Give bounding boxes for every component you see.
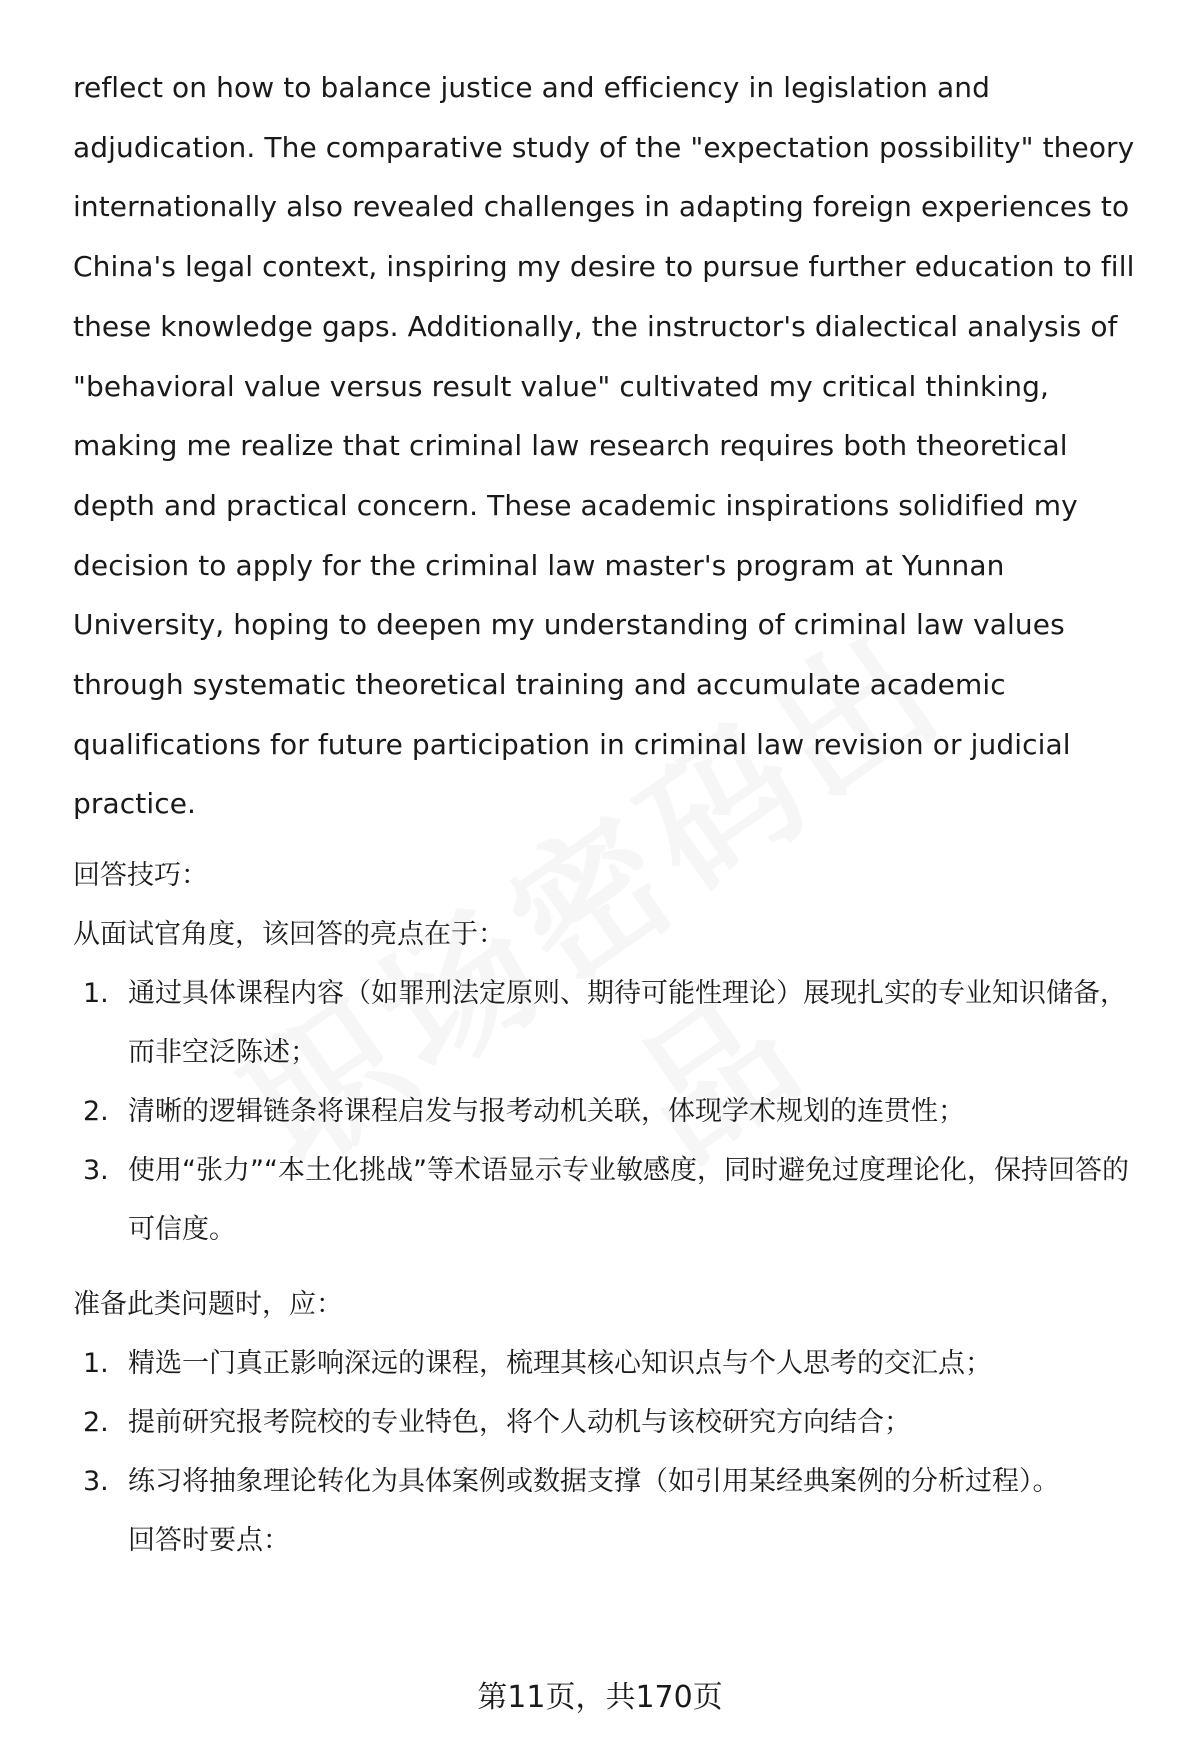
list-number: 3. [83, 1466, 109, 1498]
body-paragraph: reflect on how to balance justice and efficiency in legislation and adjudication. The comparative study of the "expectation possibility" theory internationally also revealed challenges in adapting foreign experiences to China's legal context, inspiring my desire to pursue further education to fill these knowledge gaps. Additionally, the instructor's dialectical analysis of "behavioral value versus result value" cultivated my critical thinking, making me realize that criminal law research requires both theoretical depth and practical concern. These academic inspirations solidified my decision to apply for the criminal law master's program at Yunnan University, hoping to deepen my understanding of criminal law values through systematic theoretical training and accumulate academic qualifications for future participation in criminal law revision or judicial practice. [73, 71, 1135, 821]
list-item [73, 1141, 1153, 1259]
list-number: 1. [83, 978, 109, 1010]
prep-list [73, 1334, 1153, 1511]
list-number: 2. [83, 1407, 109, 1439]
list-item-text: 练习将抽象理论转化为具体案例或数据支撑（如引用某经典案例的分析过程）。 [128, 1466, 1060, 1498]
prep-heading: 准备此类问题时，应： [73, 1289, 343, 1321]
list-item [73, 1334, 1153, 1393]
list-number: 1. [83, 1348, 109, 1380]
list-item-text: 通过具体课程内容（如罪刑法定原则、期待可能性理论）展现扎实的专业知识储备，而非空泛陈述； [128, 978, 1127, 1069]
page-footer: 第11页，共170页 [477, 1680, 723, 1715]
list-item [73, 964, 1153, 1082]
highlights-intro: 从面试官角度，该回答的亮点在于： [73, 919, 505, 951]
highlights-list [73, 964, 1153, 1259]
list-item [73, 1452, 1153, 1511]
list-item [73, 1393, 1153, 1452]
list-item-text: 使用“张力”“本土化挑战”等术语显示专业敏感度，同时避免过度理论化，保持回答的可信度。 [128, 1155, 1129, 1246]
list-number: 2. [83, 1096, 109, 1128]
list-item-text: 清晰的逻辑链条将课程启发与报考动机关联，体现学术规划的连贯性； [128, 1096, 965, 1128]
list-item [73, 1082, 1153, 1141]
list-item-text: 提前研究报考院校的专业特色，将个人动机与该校研究方向结合； [128, 1407, 911, 1439]
answer-points-heading: 回答时要点： [128, 1525, 290, 1557]
tips-heading: 回答技巧： [73, 860, 208, 892]
list-item-text: 精选一门真正影响深远的课程，梳理其核心知识点与个人思考的交汇点； [128, 1348, 992, 1380]
list-number: 3. [83, 1155, 109, 1187]
document-page [73, 58, 1153, 1570]
